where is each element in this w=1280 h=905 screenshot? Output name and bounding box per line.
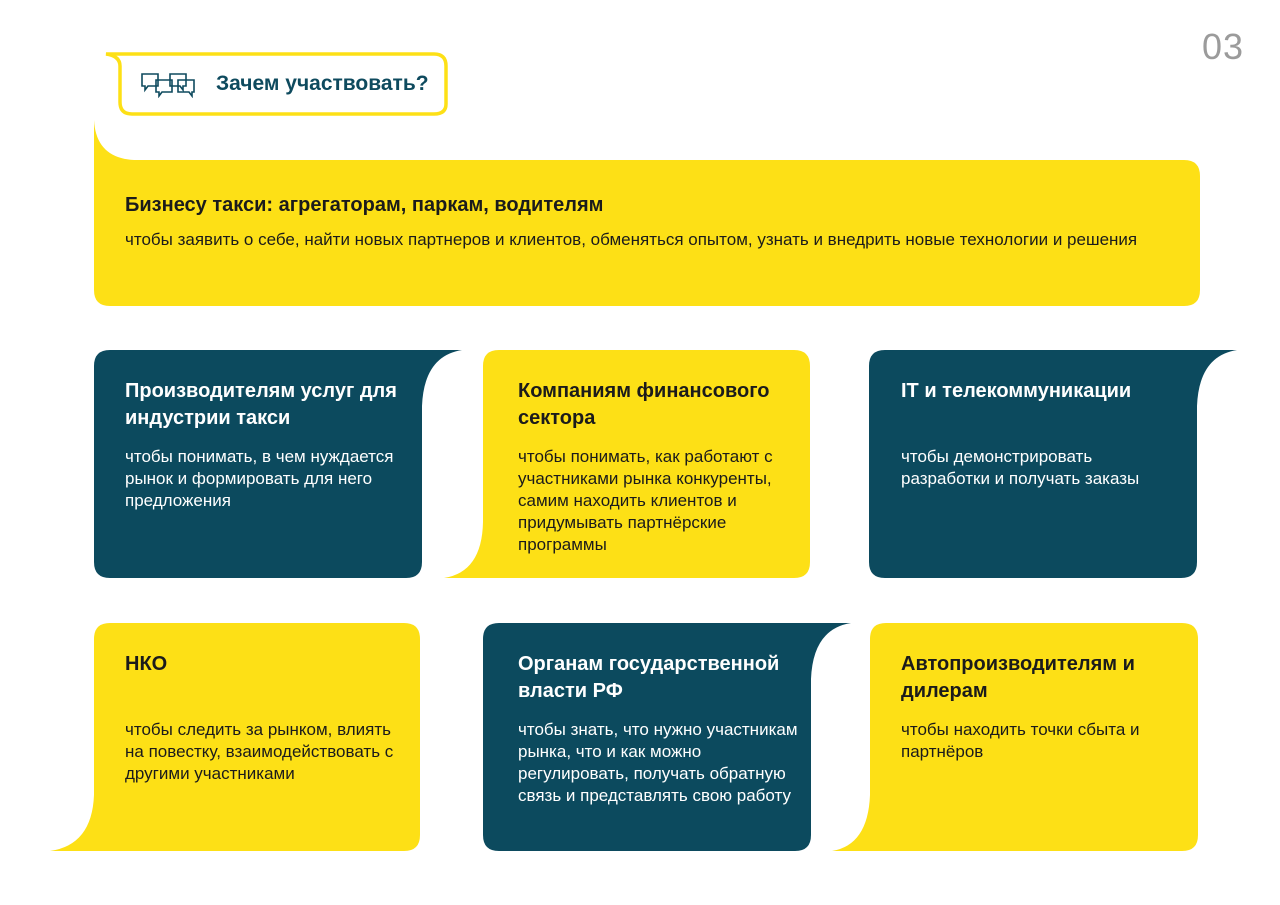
card-title: IT и телекоммуникации bbox=[901, 380, 1132, 402]
card-financial-sector bbox=[442, 350, 812, 580]
card-title: Компаниям финансового сектора bbox=[518, 380, 770, 429]
card-title: Автопроизводителям и дилерам bbox=[901, 653, 1135, 702]
card-title: Производителям услуг для индустрии такси bbox=[125, 380, 397, 429]
card-text: чтобы понимать, как работают с участниками рынка конкуренты, самим находить клиентов и придумывать партнёрские программы bbox=[518, 447, 773, 554]
card-service-providers bbox=[94, 350, 466, 580]
header-pill bbox=[104, 52, 448, 116]
card-text: чтобы демонстрировать разработки и получать заказы bbox=[901, 447, 1140, 488]
card-title: НКО bbox=[125, 653, 168, 675]
header-title: Зачем участвовать? bbox=[216, 72, 429, 95]
card-text: чтобы знать, что нужно участникам рынка, что и как можно регулировать, получать обратную связь и представлять свою работу bbox=[518, 720, 798, 805]
card-it-telecom bbox=[869, 350, 1241, 580]
card-taxi-business bbox=[94, 120, 1202, 308]
card-title: Органам государственной власти РФ bbox=[518, 653, 780, 702]
card-text: чтобы заявить о себе, найти новых партнеров и клиентов, обменяться опытом, узнать и внедрить новые технологии и решения bbox=[125, 230, 1138, 249]
card-nko bbox=[48, 623, 422, 853]
card-title: Бизнесу такси: агрегаторам, паркам, водителям bbox=[125, 194, 604, 216]
page-number: 03 bbox=[1201, 26, 1244, 67]
card-text: чтобы находить точки сбыта и партнёров bbox=[901, 720, 1140, 761]
card-text: чтобы следить за рынком, влиять на повестку, взаимодействовать с другими участниками bbox=[125, 720, 394, 783]
speech-bubbles-icon bbox=[140, 72, 196, 98]
card-automakers bbox=[830, 623, 1200, 853]
card-government bbox=[483, 623, 853, 853]
card-text: чтобы понимать, в чем нуждается рынок и формировать для него предложения bbox=[125, 447, 394, 510]
